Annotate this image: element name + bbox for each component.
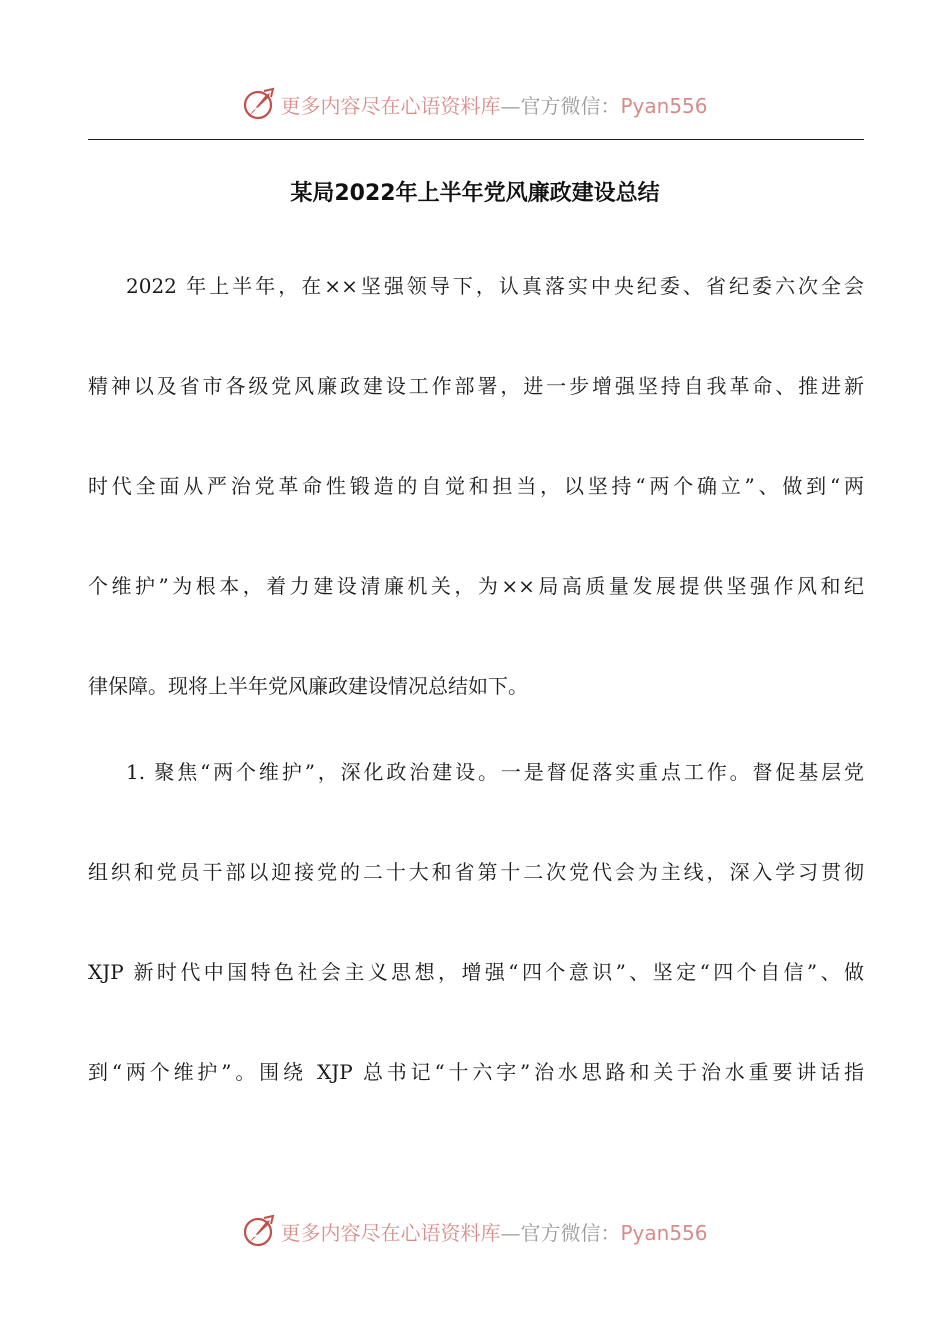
paragraph-line: 个维护”为根本，着力建设清廉机关，为××局高质量发展提供坚强作风和纪	[88, 574, 864, 598]
watermark-site-text: 更多内容尽在心语资料库	[280, 1220, 501, 1245]
watermark-wechat-label: 官方微信：	[520, 1220, 621, 1245]
quill-logo-icon	[242, 1214, 276, 1248]
quill-logo-icon	[242, 87, 276, 121]
footer-watermark	[0, 1211, 950, 1251]
watermark-wechat-label: 官方微信：	[520, 93, 621, 118]
watermark-wechat-id: Pyan556	[620, 1220, 708, 1245]
watermark-dash: —	[500, 1220, 521, 1245]
paragraph-line: 2022 年上半年，在××坚强领导下，认真落实中央纪委、省纪委六次全会	[126, 274, 864, 298]
watermark-text	[280, 1217, 707, 1246]
watermark-text	[280, 90, 707, 119]
watermark-site-text: 更多内容尽在心语资料库	[280, 93, 501, 118]
paragraph-line: 时代全面从严治党革命性锻造的自觉和担当，以坚持“两个确立”、做到“两	[88, 474, 864, 498]
paragraph-line: 到“两个维护”。围绕 XJP 总书记“十六字”治水思路和关于治水重要讲话指	[88, 1060, 864, 1084]
watermark-dash: —	[500, 93, 521, 118]
paragraph-line: 1. 聚焦“两个维护”，深化政治建设。一是督促落实重点工作。督促基层党	[126, 760, 864, 784]
paragraph-line: 律保障。现将上半年党风廉政建设情况总结如下。	[88, 674, 528, 698]
paragraph-line: 组织和党员干部以迎接党的二十大和省第十二次党代会为主线，深入学习贯彻	[88, 860, 864, 884]
header-watermark	[0, 84, 950, 124]
paragraph-line: XJP 新时代中国特色社会主义思想，增强“四个意识”、坚定“四个自信”、做	[88, 960, 864, 984]
header-divider	[88, 139, 864, 140]
watermark-wechat-id: Pyan556	[620, 93, 708, 118]
paragraph-line: 精神以及省市各级党风廉政建设工作部署，进一步增强坚持自我革命、推进新	[88, 374, 864, 398]
document-title: 某局2022年上半年党风廉政建设总结	[290, 181, 660, 206]
